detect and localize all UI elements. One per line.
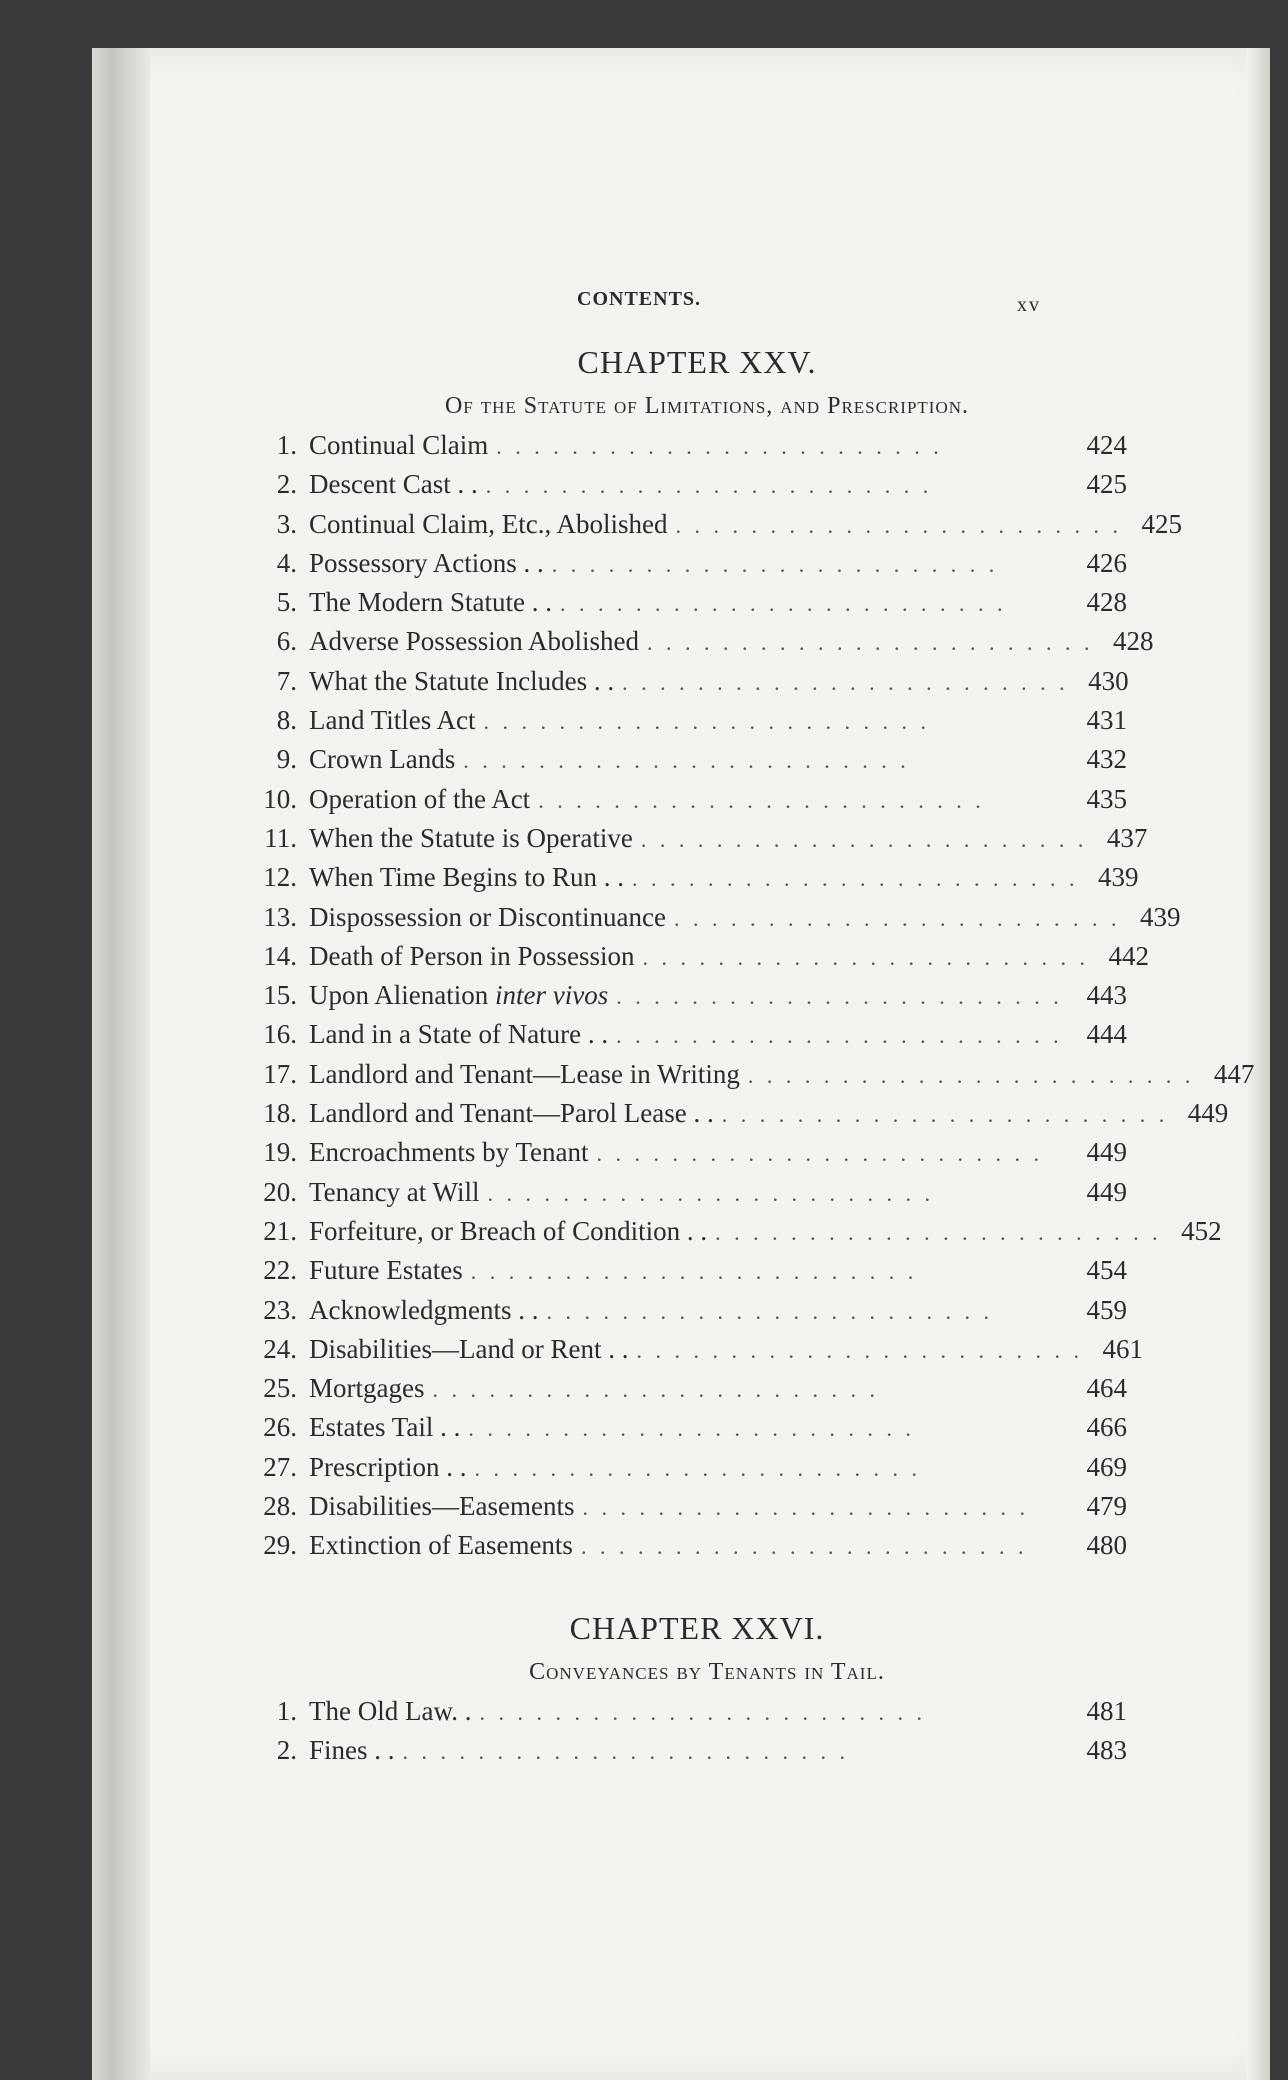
entry-title: [309, 1216, 707, 1247]
entry-number: 25.: [263, 1373, 297, 1404]
entry-title-text: Forfeiture, or Breach of Condition . .: [309, 1215, 708, 1246]
entry-page-number: 425: [1086, 469, 1127, 500]
entry-title: [309, 784, 530, 815]
entry-number: 14.: [263, 940, 297, 971]
entry-page-number: 464: [1086, 1373, 1127, 1404]
entry-page-number: 437: [1106, 822, 1148, 853]
entry-leader-dots: . . . . . . . . . . . . . . . . . . . . . . . .: [596, 1141, 1044, 1167]
entry-title-text: Operation of the Act: [309, 783, 531, 814]
entry-leader-dots: . . . . . . . . . . . . . . . . . . . . . . . .: [474, 1455, 921, 1481]
entry-leader-dots: . . . . . . . . . . . . . . . . . . . . . . . .: [747, 1062, 1195, 1088]
contents-entry: [197, 1098, 1229, 1137]
entry-title: [309, 469, 478, 500]
entry-title-text: Crown Lands: [309, 744, 456, 775]
page-binding-shadow: [92, 48, 150, 2080]
contents-entry: [197, 469, 1157, 508]
entry-title-text: Acknowledgments . .: [309, 1294, 539, 1325]
entry-number: 10.: [263, 783, 297, 814]
contents-entry: [197, 1452, 1157, 1491]
entry-number: 24.: [263, 1333, 297, 1364]
contents-entry: [197, 1137, 1157, 1176]
entry-title: [309, 1412, 460, 1443]
entry-page-number: 439: [1098, 862, 1139, 893]
entry-number: 2.: [276, 469, 297, 500]
entry-leader-dots: . . . . . . . . . . . . . . . . . . . . . . . .: [559, 591, 1007, 617]
running-head-page-number: xv: [1017, 294, 1041, 316]
entry-page-number: 430: [1088, 665, 1129, 696]
entry-page-number: 469: [1086, 1451, 1127, 1482]
entry-title-text: Continual Claim, Etc., Abolished: [309, 508, 668, 539]
entry-page-number: 459: [1086, 1294, 1127, 1325]
entry-number: 16.: [263, 1019, 297, 1050]
entry-number: 11.: [264, 822, 297, 853]
entry-title-text: Tenancy at Will: [309, 1176, 480, 1207]
entry-page-number: 454: [1086, 1255, 1127, 1286]
entry-title-text: Disabilities—Land or Rent . .: [309, 1333, 629, 1364]
entry-page-number: 466: [1086, 1412, 1127, 1443]
contents-entry: [197, 430, 1157, 469]
entry-page-number: 480: [1086, 1530, 1127, 1561]
entry-leader-dots: . . . . . . . . . . . . . . . . . . . . . . . .: [632, 866, 1079, 892]
entry-number: 3.: [276, 508, 297, 539]
entry-title: [309, 1019, 608, 1050]
entry-title: [309, 980, 608, 1011]
entry-title: [309, 744, 455, 775]
contents-entry: [197, 784, 1157, 823]
entry-title-text: Encroachments by Tenant: [309, 1137, 589, 1168]
contents-entry-list: [197, 1696, 1157, 1775]
chapter-title: CHAPTER XXV.: [577, 344, 817, 380]
entry-title: [309, 1696, 471, 1727]
contents-entry: [197, 862, 1157, 901]
entry-page-number: 432: [1086, 744, 1127, 775]
entry-page-number: 439: [1139, 901, 1181, 932]
chapter-section: [197, 1610, 1157, 1775]
contents-entry: [197, 1491, 1157, 1530]
entry-title: [309, 1530, 573, 1561]
entry-leader-dots: . . . . . . . . . . . . . . . . . . . . . . . .: [675, 512, 1122, 538]
entry-title-text: Death of Person in Possession: [309, 940, 635, 971]
entry-page-number: 461: [1102, 1333, 1143, 1364]
entry-title-text: The Old Law. .: [309, 1695, 472, 1726]
entry-number: 29.: [263, 1530, 297, 1561]
entry-title: [309, 1255, 463, 1286]
entry-page-number: 435: [1086, 783, 1127, 814]
entry-page-number: 426: [1086, 547, 1127, 578]
entry-page-number: 449: [1086, 1176, 1127, 1207]
entry-title-text: Land in a State of Nature . .: [309, 1019, 609, 1050]
entry-title: [309, 1334, 628, 1365]
entry-title-text: Adverse Possession Abolished: [309, 626, 639, 657]
entry-leader-dots: . . . . . . . . . . . . . . . . . . . . . . . .: [546, 1298, 993, 1324]
chapter-subtitle: Conveyances by Tenants in Tail.: [529, 1658, 885, 1685]
contents-entry: [197, 1373, 1157, 1412]
contents-entry: [197, 508, 1182, 548]
contents-entry: [197, 941, 1157, 980]
contents-entry: [197, 1019, 1157, 1058]
entry-leader-dots: . . . . . . . . . . . . . . . . . . . . . . . .: [721, 1102, 1169, 1128]
entry-number: 4.: [276, 547, 297, 578]
entry-number: 5.: [276, 587, 297, 618]
contents-entry: [197, 980, 1157, 1019]
entry-page-number: 428: [1086, 587, 1127, 618]
entry-number: 8.: [276, 705, 297, 736]
running-head-title: CONTENTS.: [577, 288, 702, 310]
entry-leader-dots: . . . . . . . . . . . . . . . . . . . . . . . .: [463, 748, 910, 774]
contents-entry: [197, 823, 1157, 862]
entry-number: 20.: [263, 1176, 297, 1207]
entry-number: 1.: [276, 1695, 297, 1726]
chapter-section: [197, 344, 1255, 1570]
entry-title: [309, 509, 667, 540]
contents-entry: [197, 626, 1157, 665]
entry-title-text: Extinction of Easements: [309, 1530, 573, 1561]
contents-entry-list: [197, 430, 1255, 1570]
entry-leader-dots: . . . . . . . . . . . . . . . . . . . . . . . .: [715, 1219, 1162, 1245]
entry-title: [309, 587, 552, 618]
entry-page-number: 442: [1108, 940, 1149, 971]
entry-leader-dots: . . . . . . . . . . . . . . . . . . . . . . . .: [485, 473, 933, 499]
entry-number: 21.: [263, 1215, 297, 1246]
entry-page-number: 479: [1086, 1491, 1127, 1522]
entry-title: [309, 626, 639, 657]
entry-number: 26.: [263, 1412, 297, 1443]
entry-leader-dots: . . . . . . . . . . . . . . . . . . . . . . . .: [642, 944, 1089, 970]
contents-entry: [197, 1696, 1157, 1735]
entry-leader-dots: . . . . . . . . . . . . . . . . . . . . . . . .: [538, 787, 985, 813]
entry-leader-dots: . . . . . . . . . . . . . . . . . . . . . . . .: [470, 1259, 918, 1285]
entry-title: [309, 823, 633, 854]
entry-title-text: Future Estates: [309, 1255, 463, 1286]
entry-page-number: 481: [1086, 1695, 1127, 1726]
entry-title-text: Mortgages: [309, 1373, 425, 1404]
entry-title-text: Fines . .: [309, 1734, 395, 1765]
chapter-list: [197, 344, 1255, 1774]
entry-title: [309, 666, 614, 697]
entry-leader-dots: . . . . . . . . . . . . . . . . . . . . . . . .: [432, 1377, 879, 1403]
entry-title-text: Landlord and Tenant—Lease in Writing: [309, 1058, 740, 1089]
entry-number: 17.: [263, 1058, 297, 1089]
entry-title-text: Estates Tail . .: [309, 1412, 461, 1443]
contents-body: [197, 278, 1255, 1774]
entry-number: 15.: [263, 980, 297, 1011]
entry-leader-dots: . . . . . . . . . . . . . . . . . . . . . . . .: [402, 1738, 850, 1764]
entry-title: [309, 548, 544, 579]
entry-number: 22.: [263, 1255, 297, 1286]
entry-leader-dots: . . . . . . . . . . . . . . . . . . . . . . . .: [616, 984, 1063, 1010]
entry-number: 7.: [276, 665, 297, 696]
entry-number: 28.: [263, 1491, 297, 1522]
entry-title-text: Landlord and Tenant—Parol Lease . .: [309, 1098, 714, 1129]
contents-entry: [197, 1295, 1157, 1334]
entry-leader-dots: . . . . . . . . . . . . . . . . . . . . . . . .: [616, 1023, 1063, 1049]
book-page: [92, 48, 1270, 2080]
contents-entry: [197, 1058, 1255, 1098]
entry-page-number: 444: [1086, 1019, 1127, 1050]
contents-entry: [197, 901, 1181, 941]
contents-entry: [197, 1735, 1157, 1774]
entry-title-text: Land Titles Act: [309, 705, 476, 736]
entry-title-text: Prescription . .: [309, 1451, 467, 1482]
entry-number: 2.: [276, 1734, 297, 1765]
entry-title: [309, 1295, 538, 1326]
entry-number: 6.: [276, 626, 297, 657]
entry-leader-dots: . . . . . . . . . . . . . . . . . . . . . . . .: [622, 669, 1069, 695]
entry-leader-dots: . . . . . . . . . . . . . . . . . . . . . . . .: [647, 630, 1094, 656]
entry-title-text: Continual Claim: [309, 430, 489, 460]
entry-page-number: 452: [1181, 1215, 1222, 1246]
entry-title-text: Dispossession or Discontinuance: [309, 901, 666, 932]
entry-title: [309, 430, 488, 461]
entry-number: 27.: [263, 1451, 297, 1482]
contents-entry: [197, 744, 1157, 783]
contents-entry: [197, 587, 1157, 626]
entry-leader-dots: . . . . . . . . . . . . . . . . . . . . . . . .: [580, 1534, 1028, 1560]
entry-page-number: 443: [1086, 980, 1127, 1011]
entry-title-text: Upon Alienation: [309, 980, 489, 1011]
entry-title: [309, 1177, 479, 1208]
contents-entry: [197, 1412, 1157, 1451]
entry-page-number: 431: [1086, 705, 1127, 736]
entry-title: [309, 862, 624, 893]
entry-page-number: 424: [1086, 430, 1127, 460]
entry-page-number: 449: [1187, 1098, 1229, 1129]
contents-entry: [197, 666, 1157, 705]
entry-leader-dots: . . . . . . . . . . . . . . . . . . . . . . . .: [483, 709, 931, 735]
entry-leader-dots: . . . . . . . . . . . . . . . . . . . . . . . .: [551, 551, 999, 577]
entry-title: [309, 1137, 589, 1168]
entry-number: 13.: [263, 901, 297, 932]
entry-leader-dots: . . . . . . . . . . . . . . . . . . . . . . . .: [496, 434, 943, 459]
contents-entry: [197, 1530, 1157, 1569]
chapter-title: CHAPTER XXVI.: [569, 1609, 825, 1646]
entry-title-text: When Time Begins to Run . .: [309, 862, 625, 893]
entry-title: [309, 1491, 574, 1522]
entry-number: 9.: [276, 744, 297, 775]
entry-page-number: 425: [1141, 508, 1182, 539]
contents-entry: [197, 1177, 1157, 1216]
entry-title-text: What the Statute Includes . .: [309, 665, 615, 696]
entry-page-number: 447: [1213, 1058, 1255, 1089]
entry-number: 19.: [263, 1137, 297, 1168]
entry-title: [309, 1098, 714, 1129]
entry-leader-dots: . . . . . . . . . . . . . . . . . . . . . . . .: [487, 1180, 934, 1206]
entry-title: [309, 1452, 466, 1483]
contents-entry: [197, 1215, 1222, 1255]
entry-title-text: Possessory Actions . .: [309, 547, 544, 578]
entry-title: [309, 941, 635, 972]
entry-number: 12.: [263, 862, 297, 893]
entry-title-text: When the Statute is Operative: [309, 822, 633, 853]
entry-number: 18.: [263, 1098, 297, 1129]
entry-title: [309, 1735, 395, 1766]
entry-leader-dots: . . . . . . . . . . . . . . . . . . . . . . . .: [479, 1699, 926, 1725]
entry-leader-dots: . . . . . . . . . . . . . . . . . . . . . . . .: [468, 1416, 915, 1442]
entry-number: 23.: [263, 1294, 297, 1325]
contents-entry: [197, 1255, 1157, 1294]
entry-leader-dots: . . . . . . . . . . . . . . . . . . . . . . . .: [640, 826, 1088, 852]
entry-title-text: The Modern Statute . .: [309, 587, 552, 618]
entry-title-text: Disabilities—Easements: [309, 1491, 575, 1522]
entry-leader-dots: . . . . . . . . . . . . . . . . . . . . . . . .: [636, 1337, 1083, 1363]
entry-title: [309, 1373, 424, 1404]
entry-leader-dots: . . . . . . . . . . . . . . . . . . . . . . . .: [673, 905, 1121, 931]
chapter-subtitle: Of the Statute of Limitations, and Prescription.: [444, 393, 970, 419]
contents-entry: [197, 1334, 1157, 1373]
entry-title: [309, 705, 476, 736]
entry-page-number: 449: [1086, 1137, 1127, 1168]
entry-title-italic: inter vivos: [494, 980, 609, 1011]
entry-leader-dots: . . . . . . . . . . . . . . . . . . . . . . . .: [582, 1495, 1029, 1521]
contents-entry: [197, 705, 1157, 744]
entry-page-number: 428: [1113, 626, 1154, 657]
contents-entry: [197, 548, 1157, 587]
entry-page-number: 483: [1086, 1734, 1127, 1765]
entry-title: [309, 1059, 740, 1090]
running-head: [197, 278, 1157, 318]
entry-title: [309, 902, 666, 933]
entry-number: 1.: [276, 430, 297, 460]
entry-title-text: Descent Cast . .: [309, 469, 478, 500]
